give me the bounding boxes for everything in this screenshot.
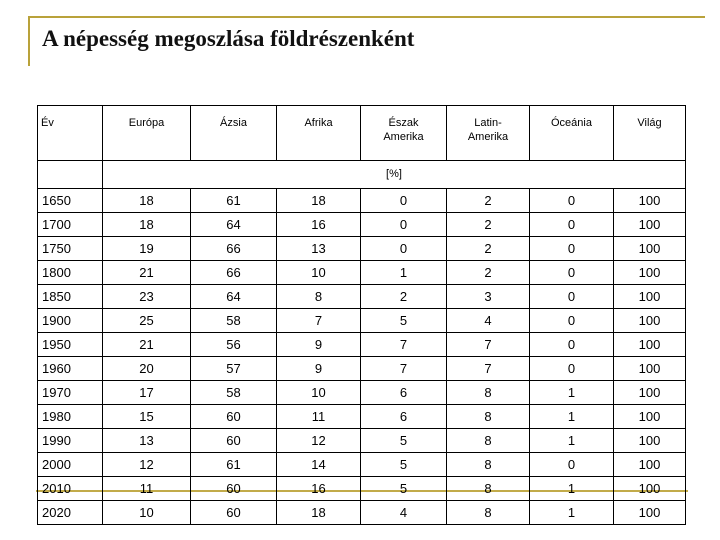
frame-left-line [28,16,30,66]
value-cell: 100 [614,357,686,381]
value-cell: 2 [447,237,530,261]
unit-empty-cell [38,161,103,189]
value-cell: 4 [447,309,530,333]
value-cell: 64 [191,213,277,237]
value-cell: 6 [361,405,447,429]
year-cell: 1800 [38,261,103,285]
value-cell: 100 [614,189,686,213]
header-cell: Afrika [277,106,361,161]
table-row [38,453,686,477]
value-cell: 14 [277,453,361,477]
value-cell: 1 [530,405,614,429]
value-cell: 7 [447,333,530,357]
value-cell: 11 [277,405,361,429]
value-cell: 1 [530,501,614,525]
year-cell: 1900 [38,309,103,333]
value-cell: 100 [614,237,686,261]
table-row [38,189,686,213]
value-cell: 12 [103,453,191,477]
population-table [37,105,686,525]
value-cell: 9 [277,333,361,357]
value-cell: 8 [447,429,530,453]
frame-top-line [28,16,705,18]
value-cell: 4 [361,501,447,525]
value-cell: 0 [361,189,447,213]
table-row [38,429,686,453]
value-cell: 25 [103,309,191,333]
value-cell: 5 [361,453,447,477]
value-cell: 64 [191,285,277,309]
value-cell: 0 [530,213,614,237]
value-cell: 7 [277,309,361,333]
value-cell: 61 [191,189,277,213]
value-cell: 13 [277,237,361,261]
value-cell: 0 [530,357,614,381]
value-cell: 18 [277,189,361,213]
value-cell: 1 [530,381,614,405]
value-cell: 10 [277,381,361,405]
value-cell: 5 [361,477,447,501]
table-row [38,381,686,405]
value-cell: 20 [103,357,191,381]
value-cell: 100 [614,429,686,453]
header-row [38,106,686,161]
value-cell: 10 [277,261,361,285]
value-cell: 2 [447,189,530,213]
header-cell: Világ [614,106,686,161]
table-row [38,477,686,501]
value-cell: 2 [361,285,447,309]
value-cell: 8 [277,285,361,309]
value-cell: 7 [361,333,447,357]
value-cell: 0 [530,237,614,261]
year-cell: 1850 [38,285,103,309]
value-cell: 60 [191,405,277,429]
value-cell: 10 [103,501,191,525]
value-cell: 12 [277,429,361,453]
value-cell: 17 [103,381,191,405]
value-cell: 100 [614,261,686,285]
value-cell: 66 [191,237,277,261]
year-cell: 1960 [38,357,103,381]
value-cell: 2 [447,261,530,285]
value-cell: 18 [103,213,191,237]
year-cell: 1650 [38,189,103,213]
year-cell: 1750 [38,237,103,261]
value-cell: 23 [103,285,191,309]
table-row [38,309,686,333]
value-cell: 0 [361,237,447,261]
value-cell: 8 [447,381,530,405]
value-cell: 0 [530,261,614,285]
value-cell: 57 [191,357,277,381]
year-cell: 1990 [38,429,103,453]
table-row [38,261,686,285]
value-cell: 9 [277,357,361,381]
value-cell: 5 [361,309,447,333]
value-cell: 100 [614,213,686,237]
value-cell: 66 [191,261,277,285]
value-cell: 18 [103,189,191,213]
value-cell: 60 [191,477,277,501]
value-cell: 7 [361,357,447,381]
table-row [38,357,686,381]
value-cell: 3 [447,285,530,309]
value-cell: 0 [361,213,447,237]
value-cell: 1 [530,477,614,501]
value-cell: 5 [361,429,447,453]
year-cell: 2010 [38,477,103,501]
year-cell: 2000 [38,453,103,477]
value-cell: 11 [103,477,191,501]
value-cell: 18 [277,501,361,525]
table-row [38,237,686,261]
value-cell: 100 [614,285,686,309]
table-row [38,213,686,237]
header-cell: Ázsia [191,106,277,161]
header-cell: Év [38,106,103,161]
value-cell: 0 [530,453,614,477]
value-cell: 61 [191,453,277,477]
page-title: A népesség megoszlása földrészenként [42,26,415,51]
header-cell: Óceánia [530,106,614,161]
value-cell: 100 [614,309,686,333]
value-cell: 7 [447,357,530,381]
table-row [38,405,686,429]
value-cell: 15 [103,405,191,429]
value-cell: 8 [447,501,530,525]
value-cell: 21 [103,333,191,357]
header-cell: Európa [103,106,191,161]
value-cell: 100 [614,453,686,477]
year-cell: 1980 [38,405,103,429]
value-cell: 58 [191,309,277,333]
unit-label: [%] [103,161,686,189]
value-cell: 0 [530,285,614,309]
value-cell: 6 [361,381,447,405]
value-cell: 58 [191,381,277,405]
value-cell: 1 [361,261,447,285]
value-cell: 19 [103,237,191,261]
value-cell: 13 [103,429,191,453]
value-cell: 0 [530,189,614,213]
header-cell: Észak Amerika [361,106,447,161]
header-cell: Latin- Amerika [447,106,530,161]
value-cell: 1 [530,429,614,453]
value-cell: 100 [614,333,686,357]
year-cell: 1950 [38,333,103,357]
value-cell: 100 [614,477,686,501]
value-cell: 21 [103,261,191,285]
value-cell: 0 [530,333,614,357]
value-cell: 16 [277,213,361,237]
value-cell: 16 [277,477,361,501]
value-cell: 60 [191,429,277,453]
value-cell: 100 [614,501,686,525]
value-cell: 100 [614,405,686,429]
value-cell: 8 [447,477,530,501]
value-cell: 0 [530,309,614,333]
value-cell: 60 [191,501,277,525]
value-cell: 56 [191,333,277,357]
year-cell: 2020 [38,501,103,525]
value-cell: 8 [447,405,530,429]
year-cell: 1970 [38,381,103,405]
value-cell: 100 [614,381,686,405]
table-row [38,333,686,357]
unit-row [38,161,686,189]
value-cell: 2 [447,213,530,237]
table-row [38,285,686,309]
value-cell: 8 [447,453,530,477]
year-cell: 1700 [38,213,103,237]
table-row [38,501,686,525]
